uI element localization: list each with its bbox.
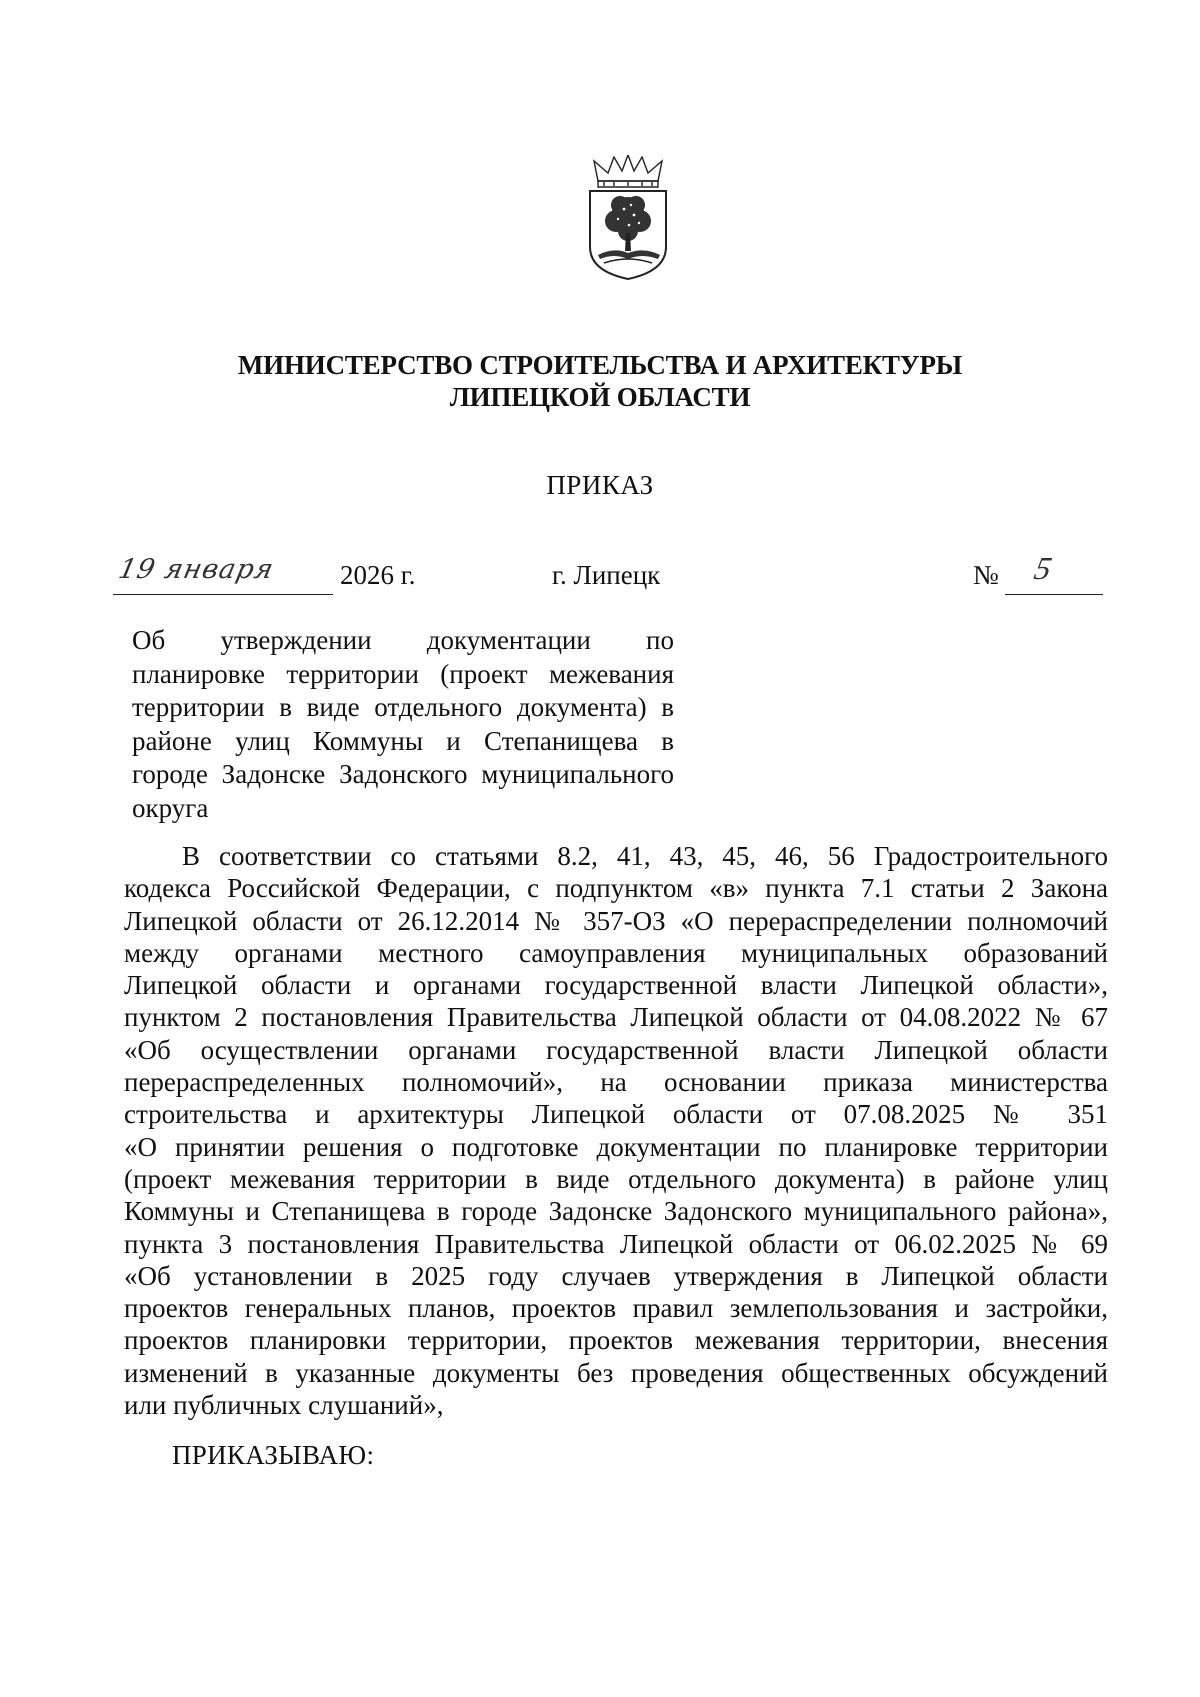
body-line: пункта 3 постановления Правительства Липецкой области от 06.02.2025 № 69	[124, 1228, 1108, 1259]
coat-of-arms-icon	[584, 155, 672, 283]
subject-line: районе улиц Коммуны и Степанищева в	[132, 725, 674, 756]
body-line: перераспределенных полномочий», на основании приказа министерства	[124, 1067, 1108, 1098]
body-line: строительства и архитектуры Липецкой области от 07.08.2025 № 351	[124, 1099, 1108, 1130]
subject-line: территории в виде отдельного документа) в	[132, 692, 674, 722]
subject-line: Об утверждении документации по	[132, 625, 674, 655]
number-field	[1005, 550, 1103, 595]
body-line: пунктом 2 постановления Правительства Липецкой области от 04.08.2022 № 67	[124, 1002, 1108, 1033]
handwritten-number: 5	[1031, 550, 1055, 586]
order-verb: ПРИКАЗЫВАЮ:	[172, 1440, 375, 1470]
body-line: между органами местного самоуправления муниципальных образований	[124, 937, 1108, 968]
city-text: г. Липецк	[552, 560, 661, 590]
body-line: изменений в указанные документы без проведения общественных обсуждений	[124, 1357, 1108, 1388]
body-line: кодекса Российской Федерации, с подпунктом «в» пункта 7.1 статьи 2 Закона	[124, 873, 1108, 904]
number-label: №	[973, 560, 999, 590]
body-line: Липецкой области от 26.12.2014 № 357-ОЗ «О перераспределении полномочий	[124, 905, 1108, 936]
body-line: «Об осуществлении органами государственной власти Липецкой области	[124, 1034, 1108, 1065]
ministry-name-line2: ЛИПЕЦКОЙ ОБЛАСТИ	[449, 382, 751, 412]
ministry-name-line1: МИНИСТЕРСТВО СТРОИТЕЛЬСТВА И АРХИТЕКТУРЫ	[237, 350, 963, 380]
handwritten-date: 19 января	[115, 554, 277, 585]
subject-block	[132, 624, 674, 825]
subject-line: округа	[132, 792, 209, 823]
subject-line: городе Задонске Задонского муниципального	[132, 759, 674, 789]
requisites-line	[0, 550, 1200, 600]
body-line: «О принятии решения о подготовке документации по планировке территории	[124, 1131, 1108, 1162]
body-line: проектов генеральных планов, проектов правил землепользования и застройки,	[124, 1293, 1108, 1324]
year-text: 2026 г.	[340, 560, 416, 590]
body-line: (проект межевания территории в виде отдельного документа) в районе улиц	[124, 1163, 1108, 1194]
body-line: «Об установлении в 2025 году случаев утверждения в Липецкой области	[124, 1260, 1108, 1291]
document-type-title: ПРИКАЗ	[546, 470, 654, 500]
preamble-paragraph	[124, 840, 1108, 1421]
body-line: проектов планировки территории, проектов межевания территории, внесения	[124, 1325, 1108, 1356]
body-line: Липецкой области и органами государственной власти Липецкой области»,	[124, 970, 1108, 1001]
body-line: В соответствии со статьями 8.2, 41, 43, 45, 46, 56 Градостроительного	[182, 841, 1108, 871]
subject-line: планировке территории (проект межевания	[132, 658, 674, 689]
body-line: или публичных слушаний»,	[124, 1390, 444, 1421]
date-field	[113, 554, 333, 595]
body-line: Коммуны и Степанищева в городе Задонске Задонского муниципального района»,	[124, 1196, 1108, 1227]
